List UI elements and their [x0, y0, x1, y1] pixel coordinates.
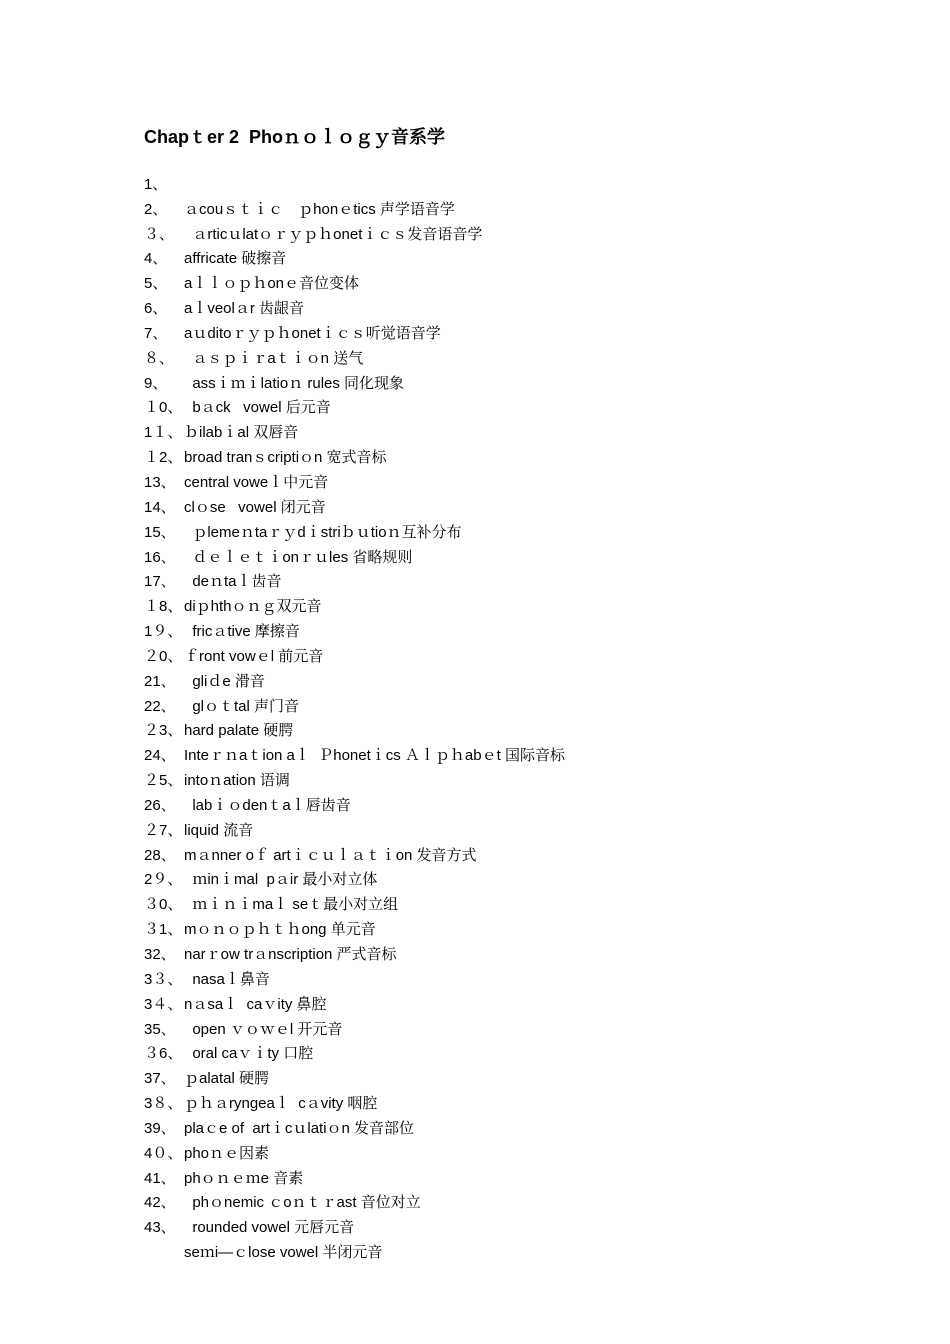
- term-text: gliｄe 滑音: [184, 672, 265, 690]
- term-number: 6、: [144, 300, 168, 318]
- term-text: aｌｌｏｐｈonｅ音位变体: [184, 275, 360, 293]
- term-text: narｒow trａnscription 严式音标: [184, 946, 397, 963]
- term-number: 15、: [144, 523, 176, 541]
- term-number: ３6、: [144, 1045, 183, 1063]
- term-text: seｍi—ｃlose vowel 半闭元音: [184, 1244, 383, 1262]
- term-number: 3４、: [144, 995, 183, 1013]
- term-text: mａnner oｆ artｉｃｕｌａｔｉon 发音方式: [184, 846, 477, 864]
- term-number: 17、: [144, 573, 176, 591]
- term-text: ｂilabｉal 双唇音: [184, 424, 299, 442]
- term-text: assｉｍｉlatioｎ rules 同化现象: [184, 374, 405, 392]
- term-number: ２3、: [144, 722, 183, 740]
- term-text: broad tranｓcriptiｏn 宽式音标: [184, 449, 387, 467]
- term-text: open ｖｏｗｅl 开元音: [184, 1020, 343, 1038]
- term-number: 4、: [144, 250, 168, 268]
- term-text: glｏｔtal 声门音: [184, 697, 300, 715]
- term-number: 37、: [144, 1070, 176, 1088]
- term-number: 43、: [144, 1219, 176, 1237]
- term-number: 3３、: [144, 970, 183, 988]
- term-text: liquid 流音: [184, 821, 254, 839]
- chapter-title: Chapｔer 2 Phoｎｏｌｏｇｙ音系学: [144, 127, 446, 147]
- term-text: central voweｌ中元音: [184, 473, 329, 491]
- term-text: phｏｎｅｍe 音素: [184, 1169, 304, 1187]
- term-text: fricａtive 摩擦音: [184, 623, 300, 641]
- term-text: aｕditoｒｙｐｈonetｉｃｓ听觉语音学: [184, 324, 441, 342]
- term-text: ｄｅｌｅｔｉonｒｕles 省略规则: [184, 548, 413, 566]
- term-text: ｍｉｎｉmaｌ seｔ最小对立组: [184, 896, 399, 914]
- term-number: 35、: [144, 1020, 176, 1038]
- term-text: labｉｏdenｔaｌ唇齿音: [184, 796, 351, 814]
- term-text: deｎtaｌ齿音: [184, 573, 282, 591]
- term-number: ３、: [144, 225, 175, 243]
- term-number: ３1、: [144, 921, 183, 939]
- term-text: Inteｒｎaｔion aｌ Ｐhonetｉcs Ａｌｐｈabｅt 国际音标: [184, 747, 565, 765]
- term-number: ８、: [144, 349, 175, 367]
- term-text: affricate 破擦音: [184, 250, 287, 268]
- term-text: clｏse vowel 闭元音: [184, 498, 326, 516]
- term-number: 1９、: [144, 623, 183, 641]
- term-number: 24、: [144, 747, 176, 765]
- term-number: 2、: [144, 200, 168, 218]
- term-text: rounded vowel 元唇元音: [184, 1219, 355, 1237]
- term-text: ａｓｐｉｒaｔｉｏn 送气: [184, 349, 364, 367]
- term-number: 16、: [144, 548, 176, 566]
- term-number: ２0、: [144, 647, 183, 665]
- term-number: 42、: [144, 1194, 176, 1212]
- term-number: １0、: [144, 399, 183, 417]
- term-text: ｐlemeｎtaｒｙdｉstriｂｕtioｎ互补分布: [184, 523, 462, 541]
- term-number: ２5、: [144, 772, 183, 790]
- term-text: plaｃe of artｉcｕlatiｏn 发音部位: [184, 1119, 415, 1137]
- term-number: 28、: [144, 846, 176, 864]
- term-number: １8、: [144, 598, 183, 616]
- term-number: ２7、: [144, 821, 183, 839]
- term-number: 22、: [144, 697, 176, 715]
- term-text: aｌveolａr 齿龈音: [184, 300, 305, 318]
- term-text: intoｎation 语调: [184, 772, 290, 790]
- term-number: 41、: [144, 1169, 176, 1187]
- term-text: phｏnemic ｃoｎｔｒast 音位对立: [184, 1194, 421, 1212]
- term-text: diｐhthｏｎｇ双元音: [184, 598, 322, 616]
- term-number: 9、: [144, 374, 168, 392]
- term-text: ａcouｓｔｉｃ ｐhonｅtics 声学语音学: [184, 200, 455, 218]
- term-number: 2９、: [144, 871, 183, 889]
- term-text: mｏｎｏｐｈｔｈong 单元音: [184, 921, 376, 939]
- term-item: [0, 148, 950, 218]
- term-text: ｍinｉmal pａir 最小对立体: [184, 871, 378, 889]
- term-text: ａrticｕlatｏｒｙｐｈonetｉｃｓ发音语音学: [184, 225, 483, 243]
- term-text: bａck vowel 后元音: [184, 399, 331, 417]
- term-text: ｐalatal 硬腭: [184, 1070, 270, 1088]
- term-text: nasaｌ鼻音: [184, 970, 270, 988]
- term-number: 39、: [144, 1119, 176, 1137]
- term-text: phoｎｅ因素: [184, 1144, 270, 1162]
- term-number: 4０、: [144, 1144, 183, 1162]
- term-number: 3８、: [144, 1095, 183, 1113]
- term-list: [0, 148, 950, 1262]
- term-number: 14、: [144, 498, 176, 516]
- term-text: ｐｈａryngeaｌ cａvity 咽腔: [184, 1095, 378, 1113]
- term-text: hard palate 硬腭: [184, 722, 294, 740]
- term-number: 32、: [144, 946, 176, 963]
- term-number: ３0、: [144, 896, 183, 914]
- term-number: 21、: [144, 672, 176, 690]
- term-number: 13、: [144, 473, 176, 491]
- term-number: 26、: [144, 796, 176, 814]
- term-number: １2、: [144, 449, 183, 467]
- term-number: 7、: [144, 324, 168, 342]
- term-text: ｆront vowｅl 前元音: [184, 647, 324, 665]
- term-number: 1、: [144, 175, 168, 193]
- term-text: nａsaｌ caｖity 鼻腔: [184, 995, 327, 1013]
- term-number: 1１、: [144, 424, 183, 442]
- term-text: oral caｖｉty 口腔: [184, 1045, 314, 1063]
- term-number: 5、: [144, 275, 168, 293]
